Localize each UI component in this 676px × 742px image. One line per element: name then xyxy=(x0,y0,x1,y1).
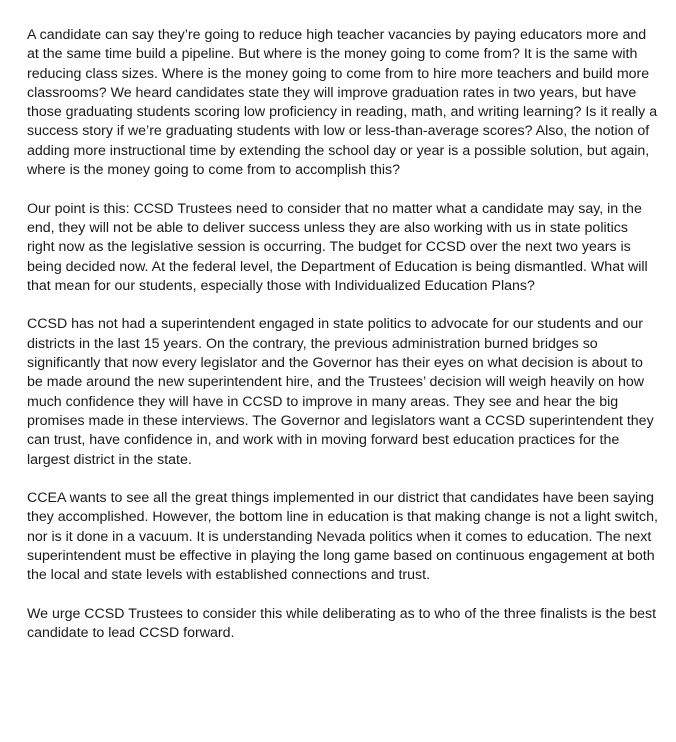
paragraph-ccea-position: CCEA wants to see all the great things implemented in our district that candidates have been saying they accomplished. However, the bottom line in education is that making change is not a light switch, nor is it done in a vacuum. It is understanding Nevada politics when it comes to education. The next superintendent must be effective in playing the long game based on continuous engagement at both the local and state levels with established connections and trust. xyxy=(27,490,658,584)
paragraph-superintendent-history: CCSD has not had a superintendent engaged in state politics to advocate for our students and our districts in the last 15 years. On the contrary, the previous administration burned bridges so significantly that now every legislator and the Governor has their eyes on what decision is about to be made around the new superintendent hire, and the Trustees’ decision will weigh heavily on how much confidence they will have in CCSD to improve in many areas. They see and hear the big promises made in these interviews. The Governor and legislators want a CCSD superintendent they can trust, have confidence in, and work with in moving forward best education practices for the largest district in the state. xyxy=(27,316,654,468)
paragraph-closing-urge: We urge CCSD Trustees to consider this while deliberating as to who of the three finalists is the best candidate to lead CCSD forward. xyxy=(27,605,657,642)
paragraph-state-politics-point: Our point is this: CCSD Trustees need to consider that no matter what a candidate may say, in the end, they will not be able to deliver success unless they are also working with us in state politics right now as the legislative session is occurring. The budget for CCSD over the next two years is being decided now. At the federal level, the Department of Education is being dismantled. What will that mean for our students, especially those with Individualized Education Plans? xyxy=(27,200,648,294)
paragraph-funding-questions: A candidate can say they’re going to reduce high teacher vacancies by paying educators more and at the same time build a pipeline. But where is the money going to come from? It is the same with reducing class sizes. Where is the money going to come from to hire more teachers and build more classrooms? We heard candidates state they will improve graduation rates in two years, but have those graduating students scoring low proficiency in reading, math, and writing learning? Is it really a success story if we’re graduating students with low or less-than-average scores? Also, the notion of adding more instructional time by extending the school day or year is a possible solution, but again, where is the money going to come from to accomplish this? xyxy=(27,27,658,179)
